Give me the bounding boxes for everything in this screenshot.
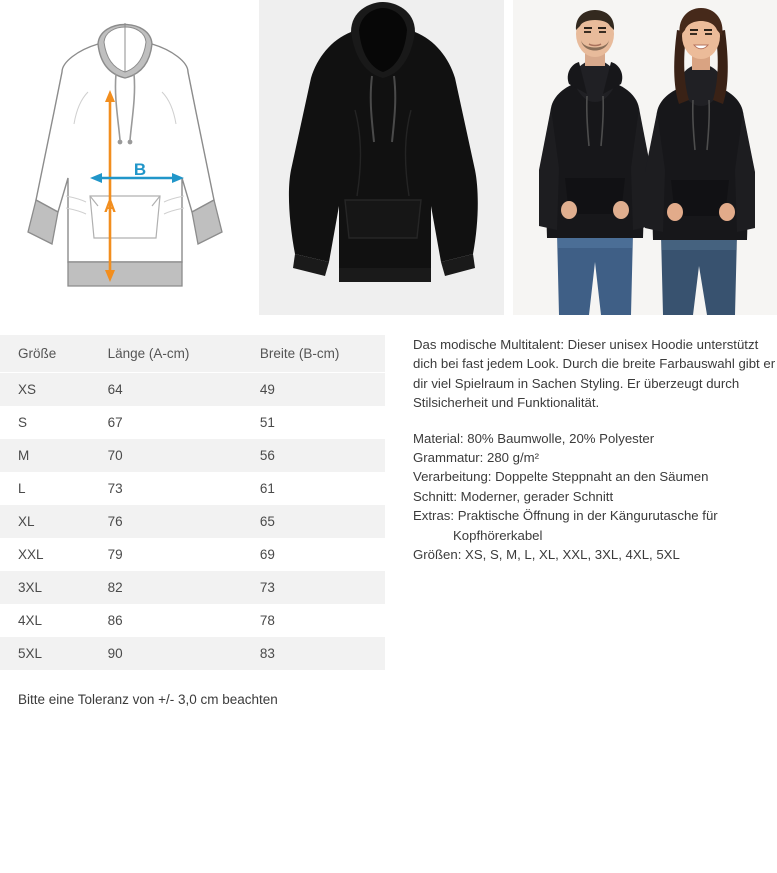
description-intro: Das modische Multitalent: Dieser unisex Hoodie unterstützt dich bei fast jedem Look. Durch die breite Farbauswahl gibt er dir viel Spielraum in Sachen Styling. Er überzeugt durch Stilsicherheit und Funktionalität. <box>413 337 776 411</box>
cell-size: 5XL <box>0 637 82 670</box>
cell-length: 64 <box>82 373 238 407</box>
cell-length: 82 <box>82 571 238 604</box>
models-photo <box>513 0 777 315</box>
cell-length: 73 <box>82 472 238 505</box>
cell-size: XL <box>0 505 82 538</box>
cell-length: 76 <box>82 505 238 538</box>
lifestyle-photo-panel <box>513 0 777 315</box>
cell-width: 61 <box>238 472 385 505</box>
cell-width: 78 <box>238 604 385 637</box>
spec-processing: Verarbeitung: Doppelte Steppnaht an den Säumen <box>413 469 709 485</box>
cell-width: 56 <box>238 439 385 472</box>
cell-size: S <box>0 406 82 439</box>
product-photo-panel <box>259 0 504 315</box>
spec-cut: Schnitt: Moderner, gerader Schnitt <box>413 488 614 504</box>
table-header-row <box>0 335 385 373</box>
cell-size: L <box>0 472 82 505</box>
table-row <box>0 505 385 538</box>
hoodie-technical-drawing <box>0 0 250 315</box>
cell-size: M <box>0 439 82 472</box>
product-description <box>385 335 777 707</box>
measure-label-b: B <box>133 160 147 179</box>
table-row <box>0 373 385 407</box>
table-row <box>0 637 385 670</box>
spec-material: Material: 80% Baumwolle, 20% Polyester <box>413 430 655 446</box>
spec-extras: Extras: Praktische Öffnung in der Kängurutasche für <box>413 508 718 524</box>
cell-length: 70 <box>82 439 238 472</box>
measure-label-a: A <box>103 197 117 216</box>
cell-width: 65 <box>238 505 385 538</box>
table-row <box>0 472 385 505</box>
technical-drawing-panel <box>0 0 250 315</box>
header-width: Breite (B-cm) <box>238 335 385 373</box>
product-image-row <box>0 0 777 315</box>
table-row <box>0 571 385 604</box>
cell-length: 90 <box>82 637 238 670</box>
size-table-wrapper <box>0 335 385 707</box>
cell-width: 51 <box>238 406 385 439</box>
cell-width: 83 <box>238 637 385 670</box>
table-row <box>0 406 385 439</box>
cell-size: 3XL <box>0 571 82 604</box>
cell-width: 49 <box>238 373 385 407</box>
header-length: Länge (A-cm) <box>82 335 238 373</box>
cell-length: 86 <box>82 604 238 637</box>
header-size: Größe <box>0 335 82 373</box>
spec-sizes: Größen: XS, S, M, L, XL, XXL, 3XL, 4XL, 5XL <box>413 547 680 563</box>
cell-length: 67 <box>82 406 238 439</box>
tolerance-note: Bitte eine Toleranz von +/- 3,0 cm beachten <box>18 692 278 707</box>
size-table-body <box>0 373 385 671</box>
table-row <box>0 538 385 571</box>
spec-extras-cont: Kopfhörerkabel <box>453 527 543 543</box>
spec-weight: Grammatur: 280 g/m² <box>413 450 540 466</box>
product-specs <box>413 429 777 565</box>
cell-size: XS <box>0 373 82 407</box>
cell-width: 69 <box>238 538 385 571</box>
cell-size: XXL <box>0 538 82 571</box>
cell-length: 79 <box>82 538 238 571</box>
content-area <box>0 335 777 707</box>
table-row <box>0 439 385 472</box>
cell-size: 4XL <box>0 604 82 637</box>
cell-width: 73 <box>238 571 385 604</box>
black-hoodie-photo <box>259 0 504 315</box>
table-row <box>0 604 385 637</box>
size-table <box>0 335 385 670</box>
